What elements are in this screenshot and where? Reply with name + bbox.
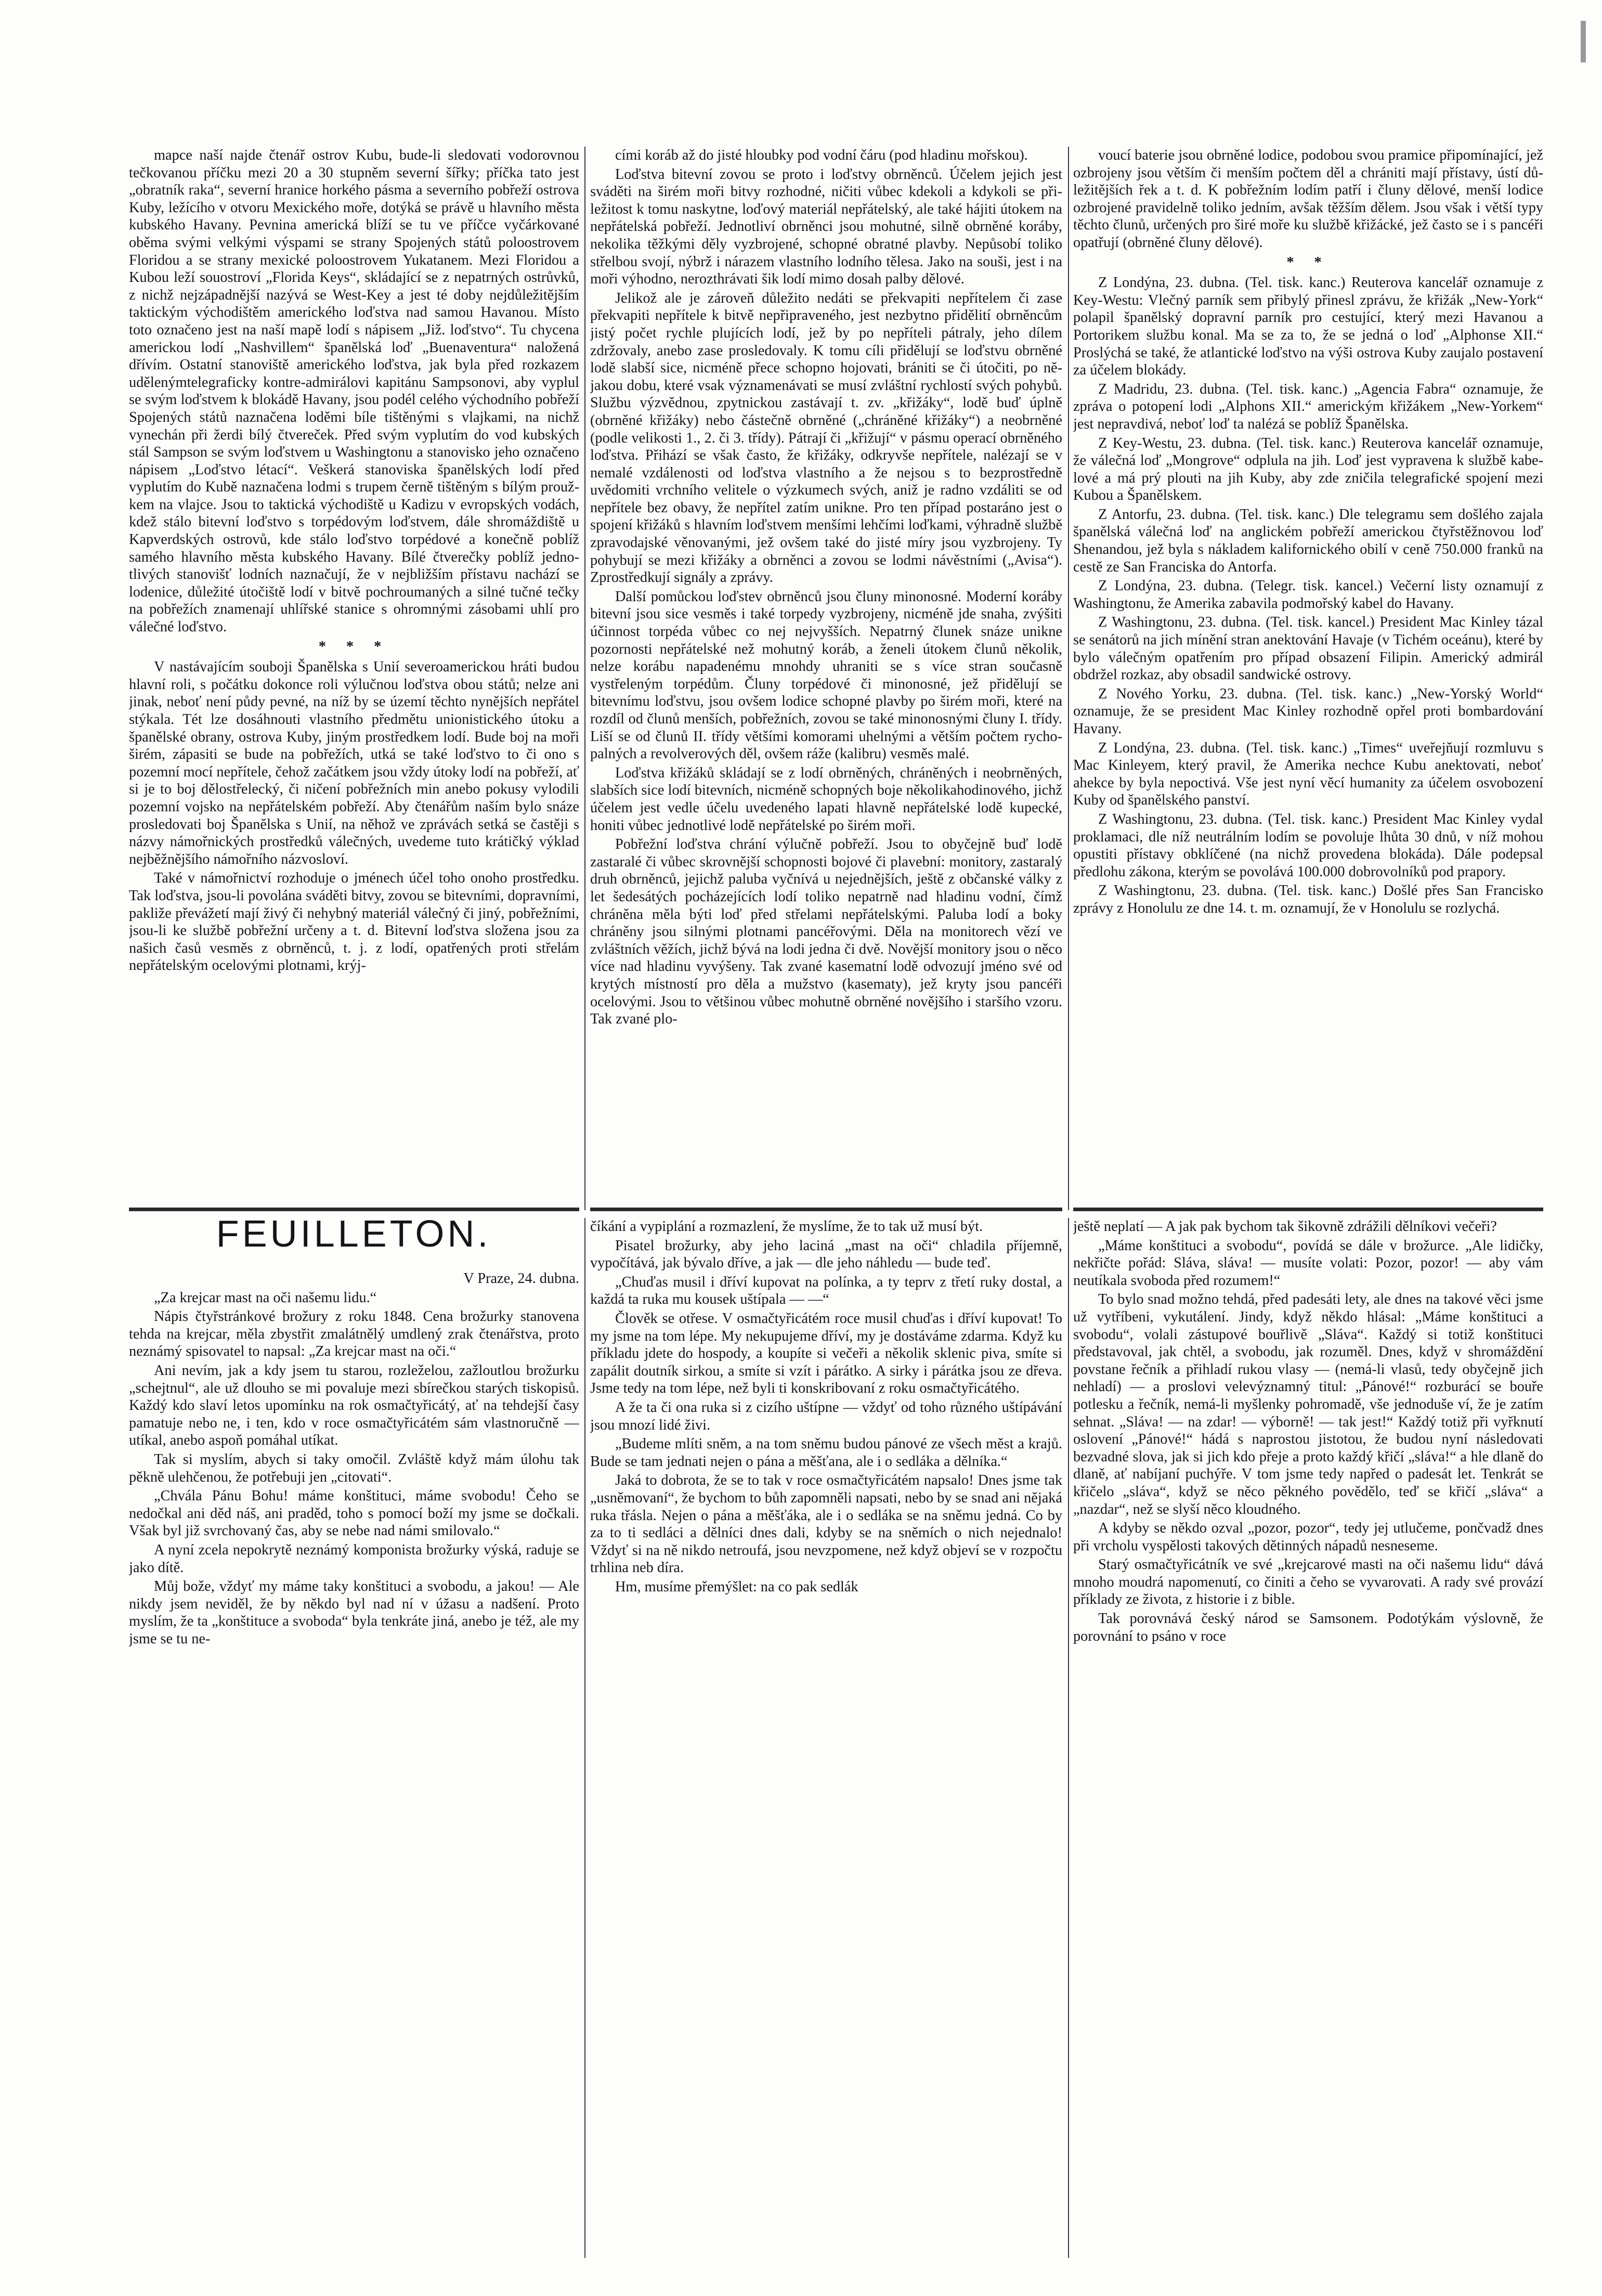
section-separator: * * *	[318, 638, 390, 655]
feuilleton-paragraph: „Budeme mlíti sněm, a na tom sněmu budou pánové ze všech měst a krajů. Bude se tam jednati nejen o pána a měšťana, ale i o sedláka a dělníka.“	[590, 1436, 1062, 1470]
feuilleton-title: FEUILLETON.	[216, 1213, 491, 1255]
telegram-item: Z Washingtonu, 23. dubna. (Tel. tisk. kanc.) Došlé přes San Francisko zprávy z Honolulu ze dne 14. t. m. oznamují, že v Honolulu se rozlychá.	[1073, 883, 1543, 916]
telegram-item: Z Key-Westu, 23. dubna. (Tel. tisk. kanc.) Reuterova kancelář oznamuje, že válečná loď „Mongrove“ odplula na jih. Loď jest vypravena k službě kabelové a má prý plouti na jih Kuby, aby zde zničila telegrafické spojení mezi Kubou a Španělskem.	[1073, 435, 1543, 504]
feuilleton-paragraph: číkání a vypiplání a rozmazlení, že myslíme, že to tak už musí být.	[590, 1218, 983, 1235]
feuilleton-paragraph: „Chuďas musil i dříví kupovat na polínka, a ty teprv z třetí ruky dostal, a každá ta ruka mu kousek uštípala — —“	[590, 1274, 1062, 1308]
telegram-item: Z Nového Yorku, 23. dubna. (Tel. tisk. kanc.) „New-Yorský World“ oznamuje, že se president Mac Kinley rozhodně opřel proti bombardování Havany.	[1073, 685, 1543, 737]
telegram-item: Z Washingtonu, 23. dubna. (Tel. tisk. kanc.) President Mac Kinley vydal proklamaci, dle níž neutrálním lodím se povoluje lhůta 30 dnů, v níž mohou opustiti přístavy obklíčené (na nichž provedena blokáda). Dále podepsal předlohu zákona, kterým se povolává 100.000 dobrovolníků pod prapory.	[1073, 811, 1543, 880]
telegram-item: Z Londýna, 23. dubna. (Telegr. tisk. kancel.) Večerní listy oznamují z Washingtonu, že Amerika zabavila podmořský kabel do Havany.	[1073, 578, 1543, 612]
feuilleton-paragraph: Hm, musíme přemýšlet: na co pak sedlák	[615, 1578, 858, 1595]
feuilleton-paragraph: „Chvála Pánu Bohu! máme konštituci, máme svobodu! Čeho se nedočkal ani děd náš, ani praděd, toho s pomocí boží my jsme se dočkali. Však byl již svrchovaný čas, aby se nebe nad námi smilovalo.“	[129, 1488, 579, 1539]
feuilleton-column-1	[129, 1268, 579, 2261]
article-paragraph: V nastávajícím souboji Španělska s Unií severoamerickou hráti budou hlavní roli, s počátku dokonce roli výlučnou loďstva obou států; nelze ani jinak, neboť není půdy pevné, na níž by se území těchto nynějších nepřátel stýkala. Tét lze dosáhnouti vlastního předmětu unionistického útoku a španělské obrany, ostrova Kuby, jiným prostředkem lodí. Bude boj na moři širém, zápasiti se bude na pobřežích, utká se také loďstvo to či ono s pozemní mocí nepřítele, čehož začátkem jsou vždy útoky lodí na pobřeží, ať si je to boj dělostřelecký, či ničení pobřežních min anebo pokusy vylodili pozemní vojsko na nepřátelském pobřeží. Aby čtenářům naším bylo snáze prosledovati boj Španělska s Unií, na něhož ve zprávách setká se častěji s názvy námořnických prostředků válečných, uvedeme tuto krátičký výklad nejběžnějšího námořního názvosloví.	[129, 659, 579, 867]
feuilleton-paragraph: Ani nevím, jak a kdy jsem tu starou, rozleželou, zažloutlou brožurku „schejtnul“, ale už dlouho se mi povaluje mezi sbírečkou starých tiskopisů. Každý kdo slaví letos upomínku na rok osmačtyřicátý, ať na tehdejší časy pamatuje nebo ne, i ten, kdo v roce osmačtyřicátém sám vlastnoručně — utíkal, anebo aspoň pomáhal utíkat.	[129, 1362, 579, 1449]
feuilleton-paragraph: Tak porovnává český národ se Samsonem. Podotýkám výslovně, že porovnání to psáno v roce	[1073, 1611, 1543, 1644]
feuilleton-dateline: V Praze, 24. dubna.	[463, 1270, 579, 1287]
feuilleton-paragraph: Můj bože, vždyť my máme taky konštituci a svobodu, a jakou! — Ale nikdy jsem neviděl, že by někdo byl nad ní v úžasu a nadšení. Proto myslím, že ta „konštituce a svoboda“ byla tenkráte jiná, anebo je též, ale my jsme se tu ne-	[129, 1578, 579, 1647]
feuilleton-divider-left	[129, 1208, 579, 1211]
article-paragraph: Také v námořnictví rozhoduje o jménech účel toho onoho prostředku. Tak loďstva, jsou-li povolána sváděti bitvy, zovou se bitevními, dopravními, pakliže převážetí mají živý či nehybný materiál válečný či jiný, pobřežními, jsou-li ke službě pobřežní určeny a t. d. Bitevní loďstva složena jsou za našich časů vesměs z obrněnců, t. j. z lodí, opatřených proti střelám nepřátelským ocelovými plotnami, krýj-	[129, 870, 579, 974]
article-paragraph: Jelikož ale je zároveň důležito nedáti se překvapiti nepřítelem či zase překvapiti nepřítele k bitvě nepřipraveného, jest nezbytno přidělití obrněncům jistý počet rychle plujících lodí, jež by po nepříteli pátraly, jeho dílem zdržovaly, anebo zase prosledovaly. K tomu cíli přidělují se loďstvu obrněné lodě slabší sice, nicméně přece schopno hojovati, brániti se či útočiti, po nějakou dobu, které vsak významenávati se musí zvláštní rychlostí svých pohybů. Službu výzvědnou, zpytnickou zastávají t. zv. „křižáky“, lodě buď úplně (obrněné křižáky) nebo částečně obrněné („chráněné křižáky“) a neobrněné (podle velikosti 1., 2. či 3. třídy). Pátrají či „křižují“ v pásmu operací obrněného loďstva. Přihází se však často, že křižáky, odkryvše nepřítele, nalézají se v nemalé vzdálenosti od loďstva vlastního a že nejsou s to bezprostředně uvědomiti vrchního velitele o výzkumech svých, aniž je radno vzdáliti se od nepřítele bez obavy, že nepřítel zatím unikne. Pro ten případ postaráno jest o spojení křižáků s hlavním loďstvem menšími lehčími loďkami, výhradně službě zpravodajské věnovanými, jež ovšem také do jisté míry jsou vyzbrojeny. Ty pohybují se mezi křižáky a obrněnci a zovou se lodmi návěstními („Avisa“). Zprostředkují signály a zprávy.	[590, 290, 1062, 586]
feuilleton-paragraph: A že ta či ona ruka si z cizího uštípne — vždyť od toho různého uštípávání jsou mnozí lidé živi.	[590, 1399, 1062, 1433]
feuilleton-paragraph: „Za krejcar mast na oči našemu lidu.“	[154, 1289, 377, 1306]
feuilleton-paragraph: ještě neplatí — A jak pak bychom tak šikovně zdrážili dělníkovi večeři?	[1073, 1218, 1497, 1235]
scan-edge-mark	[1581, 21, 1586, 62]
feuilleton-paragraph: Jaká to dobrota, že se to tak v roce osmačtyřicátém napsalo! Dnes jsme tak „usněmovaní“, že bychom to bůh zapomněli napsati, nebo by se snad ani nějaká ruka třásla. Nejen o pána a měšťáka, ale i o sedláka se na sněmu jedná. Co by za to ti sedláci a dělníci dnes dali, kdyby se na sněmích o nich nejednalo! Vždyť si na ně nikdo netroufá, jsou nevzpomene, než když objeví se v rozpočtu trhlina neb díra.	[590, 1472, 1062, 1576]
telegram-item: Z Londýna, 23. dubna. (Tel. tisk. kanc.) „Times“ uveřejňují rozmluvu s Mac Kinleyem, který pravil, že Amerika nechce Kubu anektovati, neboť ahekce by byla nepoctivá. Vše jest nyní věcí humanity za účelem osvobození Kuby od španělského panství.	[1073, 740, 1543, 809]
feuilleton-paragraph: Pisatel brožurky, aby jeho laciná „mast na oči“ chladila příjemně, vypočítává, jak bývalo dříve, a jak — dle jeho náhledu — bude teď.	[590, 1237, 1062, 1272]
column-divider-4	[1068, 1218, 1069, 2258]
telegram-column	[1073, 147, 1543, 1202]
column-divider-3	[584, 1218, 585, 2258]
feuilleton-divider-right	[1073, 1208, 1543, 1211]
article-paragraph: Loďstva bitevní zovou se proto i loďstvy obrněnců. Účelem jejich jest sváděti na širém moři bitvy rozhodné, ničiti vůbec kdekoli a kdykoli se přiležitost k tomu naskytne, loďový materiál nepřátelský, ale také hájiti útokem na nepřátelská pobřeží. Jednotliví obrněnci jsou mohutné, silně obrněné koráby, nekolika těžkými děly vyzbrojené, schopné obratné plavby. Nepůsobí toliko střelbou svojí, nýbrž i nárazem vlastního lodního tělesa. Jako na souši, jest i na moři výhodno, nerozthrávati šik lodí mimo dosah palby dělové.	[590, 166, 1062, 288]
telegram-item: Z Londýna, 23. dubna. (Tel. tisk. kanc.) Reuterova kancelář oznamuje z Key-Westu: Vlečný parník sem přibylý přinesl zprávu, že křižák „New-York“ polapil španělský dopravní parník pro cestující, který mezi Havanou a Portorikem službu konal. Ma se za to, že se jedná o loď „Alphonse XII.“ Proslýchá se také, že atlantické loďstvo na výši ostrova Kuby zaujalo postavení za účelem blokády.	[1073, 275, 1543, 379]
feuilleton-column-2	[590, 1218, 1062, 2258]
feuilleton-paragraph: Člověk se otřese. V osmačtyřicátém roce musil chuďas i dříví kupovat! To my jsme na tom lépe. My nekupujeme dříví, my je dostáváme zdarma. Když ku příkladu jdete do hospody, a koupíte si večeři a několik sklenic piva, smíte si zapálit doutník sirkou, a smíte si vzít i párátko. A sirky i párátka jsou ze dřeva. Jsme tedy na tom lépe, než byli ti konskribovaní z roku osmačtyřicátého.	[590, 1310, 1062, 1397]
article-column-1	[129, 147, 579, 1197]
feuilleton-paragraph: Starý osmačtyřicátník ve své „krejcarové masti na oči našemu lidu“ dává mnoho moudrá napomenutí, co činiti a čeho se vyvarovati. A rady své provází příklady ze života, z historie i z bible.	[1073, 1556, 1543, 1608]
feuilleton-paragraph: A kdyby se někdo ozval „pozor, pozor“, tedy jej utlučeme, pončvadž dnes při vrcholu vyspělosti takových dětinných nápadů nesneseme.	[1073, 1520, 1543, 1554]
feuilleton-divider-middle	[590, 1208, 1062, 1211]
telegram-item: Z Madridu, 23. dubna. (Tel. tisk. kanc.) „Agencia Fabra“ oznamuje, že zpráva o potopení lodi „Alphons XII.“ americkým křižákem „New-Yorkem“ jest nepravdivá, neboť loď ta nalézá se poblíž Španělska.	[1073, 381, 1543, 432]
telegram-item: Z Antorfu, 23. dubna. (Tel. tisk. kanc.) Dle telegramu sem došlého zajala španělská válečná loď na anglickém pobřeží americkou čtyřstěžnovou loď Shenandou, jež byla s nákladem kalifornického obilí v ceně 750.000 franků na cestě ze San Franciska do Antorfa.	[1073, 506, 1543, 575]
feuilleton-paragraph: A nyní zcela nepokrytě neznámý komponista brožurky výská, raduje se jako dítě.	[129, 1541, 579, 1576]
column-divider-1	[584, 147, 585, 1210]
article-column-2	[590, 147, 1062, 1202]
article-paragraph: Loďstva křižáků skládají se z lodí obrněných, chráněných i neobrněných, slabších sice lodí bitevních, nicméně schopných boje několikahodinového, jichž účelem jest vedle účelu uvedeného lapati hlavně nepřátelské lodě kupecké, honiti vůbec jednotlivé lodě nepřátelské po širém moři.	[590, 764, 1062, 834]
article-paragraph: Další pomůckou loďstev obrněnců jsou čluny minonosné. Moderní koráby bitevní jsou sice vesměs i také torpedy vyzbrojeny, nicméně jde snaha, zvýšiti účinnost torpéda vůbec co nej nejvyšších. Nepatrný člunek snáze unikne pozornosti nepřátelské než mohutný koráb, a ženeli útokem člunů několik, nelze korábu napadenému mnohdy uhraniti se s více stran současně vystřeleným torpédům. Čluny torpédové či minonosné, jež přidělují se bitevnímu loďstvu, jsou ovšem lodice schopné plavby po širém moři, které na rozdíl od člunů menších, pobřežních, zovou se také minonosnými čluny I. třídy. Liší se od člunů II. třídy většími komorami uhelnými a větším počtem rychopalných a revolverových děl, ovšem ráže (kalibru) vesměs malé.	[590, 588, 1062, 762]
telegram-item: Z Washingtonu, 23. dubna. (Tel. tisk. kancel.) President Mac Kinley tázal se senátorů na jich mínění stran anektování Havaje (v Tichém oceánu), které by bylo válečným opatřením pro případ obsazení Filipin. Americký admirál obdržel rozkaz, aby obsadil sandwické ostrovy.	[1073, 614, 1543, 683]
feuilleton-paragraph: „Máme konštituci a svobodu“, povídá se dále v brožurce. „Ale lidičky, nekřičte pořád: Sláva, sláva! — musíte volati: Pozor, pozor! — aby vám neutíkala svoboda před rozumem!“	[1073, 1237, 1543, 1289]
feuilleton-paragraph: To bylo snad možno tehdá, před padesáti lety, ale dnes na takové věci jsme už vytříbeni, vykutálení. Jindy, když někdo hlásal: „Máme konštituci a svobodu“, volali zástupové bouřlivě „Sláva“. Každý si totiž konštituci představoval, jak chtěl, a svobodu, jak rozuměl. Dnes, když v shromáždění povstane řečník a přihladí rukou vlasy — (nemá-li vlasů, tedy obyčejně jich nehladí) — a proslovi velevýznamný titul: „Pánové!“ rozburácí se bouře potlesku a řečník, nemá-li myšlenky pohromadě, vše jednoduše ví, že je zatím sehnat. „Sláva! — na zdar! — výborně! — tak jest!“ Každý totiž při vyřknutí oslovení „Pánové!“ hádá s naprostou jistotou, že budou nyní následovati bezvadné slova, jak si jich kdo přeje a proto každý křičí „sláva!“ a hle dlaně do dlaně, ať nabíjaní puchýře. V tom jsme tedy napřed o padesát let. Tenkrát se křičelo „sláva“, když se něco pěkného povědělo, teď se křičí „sláva“ a „nazdar“, než se slyší něco kloudného.	[1073, 1291, 1543, 1517]
column-divider-2	[1068, 147, 1069, 1210]
article-paragraph: voucí baterie jsou obrněné lodice, podobou svou pramice připomínající, jež ozbrojeny jsou větším či menším počtem děl a chrániti mají přístavy, ústí důležitějších řek a t. d. K pobřežním lodím patří i čluny dělové, menší lodice ozbrojené pravidelně toliko jedním, avšak těžším dělem. Jsou však i větší typy těchto člunů, určených pro širé moře ku službě křižácké, jež často se i s pancéři opatřují (obrněné čluny dělové).	[1073, 147, 1543, 251]
article-paragraph: cími koráb až do jisté hloubky pod vodní čáru (pod hladinu mořskou).	[615, 147, 1028, 163]
section-separator: * *	[1286, 254, 1330, 270]
article-paragraph: Pobřežní loďstva chrání výlučně pobřeží. Jsou to obyčejně buď lodě zastaralé či vůbec skrovnější schopnosti bojové či plavební: monitory, zastaralý druh obrněnců, jejichž paluba vyčnívá u nejednějších, ještě z občanské války z let šedesátých pocházejících lodí toliko nepatrně nad hladinu vodní, čímž chráněna měla býti loď před střelami nepřátelskými. Paluba lodí a boky chráněny jsou silnými plotnami pancéřovými. Děla na monitorech vězí ve zvláštních věžích, jichž bývá na lodi jedna či dvě. Novější monitory jsou o něco více nad hladinu vyvýšeny. Tak zvané kasematní lodě odvozují jméno své od krytých místností pro děla a mužstvo (kasematy), jež kryty jsou pancéři ocelovými. Jsou to většinou vůbec mohutně obrněné novějšího i staršího vzoru. Tak zvané plo-	[590, 836, 1062, 1028]
feuilleton-paragraph: Tak si myslím, abych si taky omočil. Zvláště když mám úlohu tak pěkně ulehčenou, že potřebuji jen „citovati“.	[129, 1451, 579, 1485]
article-paragraph: mapce naší najde čtenář ostrov Kubu, bude-li sledovati vodorovnou tečkovanou příčku mezi 20 a 30 stupněm severní šířky; příčka tato jest „obratník raka“, severní hranice horkého pásma a severního pobřeží ostrova Kuby, ležícího v otvoru Mexického moře, dotýká se právě u hlavního města kubského Havany. Pevnina americká blíží se tu ve příčce vyčárkované oběma svými velkými výspami se strany Spojených států poloostrovem Floridou a se strany mexické poloostrovem Yukatanem. Mezi Floridou a Kubou leží souostroví „Florida Keys“, skládající se z nepatrných ostrůvků, z nichž nejzápadnější nazývá se West-Key a jest té doby nejdůležitějším taktickým východištěm amerického loďstva nad samou Havanou. Místo toto označeno jest na naší mapě lodí s nápisem „Již. loďstvo“. Tu chycena americkou lodí „Nashvillem“ španělská loď „Buenaventura“ naložená dřívím. Ostatní stanoviště amerického loďstva, jak byla před rozkazem udělenýmtelegraficky kontre-admirálovi kapitánu Sampsonovi, aby vyplul se svým loďstvem k blokádě Havany, jsou podél celého východního pobřeží Spojených států naznačena loděmi bíle tištěnými s vlajkami, na nichž vynechán při žerdi bílý čtvereček. Před svým vyplutím do vod kubských stál Sampson se svým loďstvem u Washingtonu a stanovisko jeho označeno nápisem „Loďstvo létací“. Veškerá stanoviska španělských lodí před vyplutím do Kubě naznačena lodmi s trupem černě tištěným s bílým proužkem na vlajce. Jsou to taktická východiště u Kadizu v evropských vodách, kdež stálo bitevní loďstvo s torpédovým loďstvem, dále shromáždiště u Kapverdských ostrovů, kde stálo loďstvo torpédové a konečně poblíž samého hlavního města kubského Havany. Bílé čtverečky poblíž jednotlivých stanovišť lodních naznačují, že v nejbližším přístavu nachází se lodenice, důležité útočiště lodí v bitvě pochroumaných a silné tučné tečky na pobřežích znamenají uhlířské stanice s ohromnými zásobami uhlí pro válečné loďstvo.	[129, 147, 579, 635]
feuilleton-column-3	[1073, 1218, 1543, 2258]
feuilleton-paragraph: Nápis čtyřstránkové brožury z roku 1848. Cena brožurky stanovena tehda na krejcar, měla zbystřit zmalátnělý umdlený zrak čtenářstva, proto neznámý spisovatel to napsal: „Za krejcar mast na oči.“	[129, 1308, 579, 1360]
